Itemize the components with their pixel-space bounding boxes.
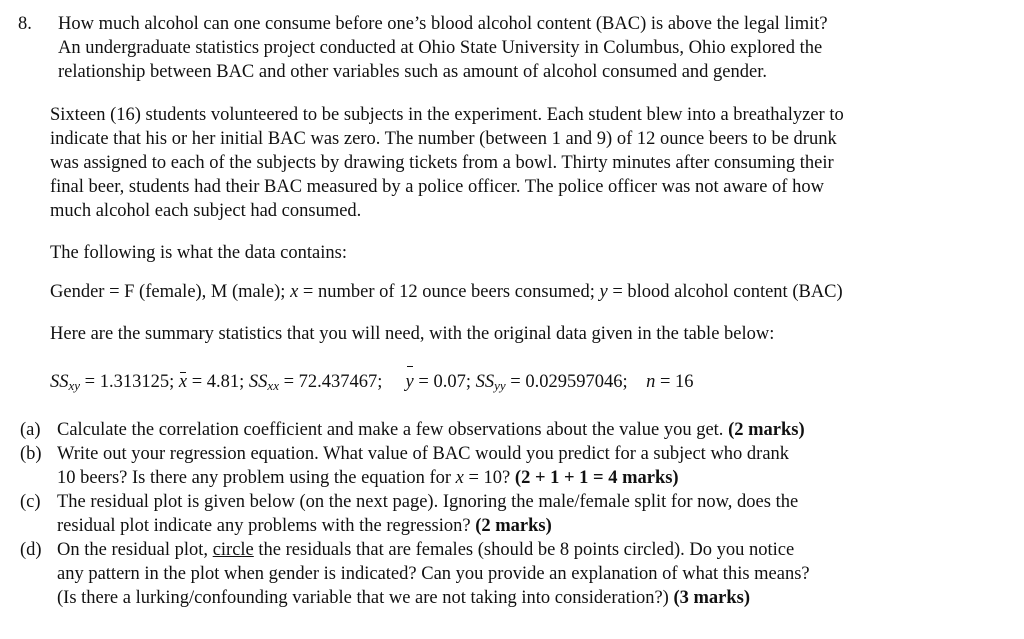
part-a-text [57, 418, 805, 442]
part-d-line-1-pre: On the residual plot, [57, 540, 213, 560]
part-c-line-2 [57, 514, 552, 538]
ssxx-symbol: SS [248, 372, 268, 392]
data-intro: The following is what the data contains: [50, 243, 347, 263]
x-definition: = number of 12 ounce beers consumed; [298, 282, 600, 302]
part-c-label: (c) [20, 492, 41, 512]
part-b-label: (b) [20, 444, 42, 464]
experiment-line-2: indicate that his or her initial BAC was zero. The number (between 1 and 9) of 12 ounce beers to be drunk [50, 129, 837, 149]
part-a-marks: (2 marks) [728, 420, 805, 440]
summary-statistics [50, 370, 694, 395]
ssyy-value: = 0.029597046; [505, 372, 642, 392]
ssyy-subscript: yy [494, 378, 506, 393]
part-d-circle-word: circle [212, 540, 254, 560]
part-c-line-1: The residual plot is given below (on the next page). Ignoring the male/female split for now, does the [57, 492, 799, 512]
intro-line-3: relationship between BAC and other variables such as amount of alcohol consumed and gender. [58, 62, 767, 82]
part-d-line-1-post: the residuals that are females (should be 8 points circled). Do you notice [253, 540, 795, 560]
y-definition: = blood alcohol content (BAC) [607, 282, 843, 302]
ssxx-subscript: xx [267, 378, 279, 393]
experiment-line-5: much alcohol each subject had consumed. [50, 201, 362, 221]
part-b-x-variable: x [455, 468, 464, 488]
part-a-label: (a) [20, 420, 41, 440]
part-c-marks: (2 marks) [475, 516, 552, 536]
ybar-value: = 0.07; [413, 372, 476, 392]
part-a-line-1: Calculate the correlation coefficient and make a few observations about the value you get. [57, 420, 729, 440]
summary-intro: Here are the summary statistics that you will need, with the original data given in the table below: [50, 324, 775, 344]
part-d-marks: (3 marks) [673, 588, 751, 608]
question-number: 8. [18, 14, 32, 34]
n-value: = 16 [655, 372, 694, 392]
ssxy-subscript: xy [68, 378, 81, 393]
n-symbol: n [646, 372, 656, 392]
y-variable: y [599, 282, 608, 302]
ssyy-symbol: SS [475, 372, 495, 392]
intro-line-2: An undergraduate statistics project conducted at Ohio State University in Columbus, Ohio explored the [58, 38, 823, 58]
part-b-line-2-post: = 10? [463, 468, 515, 488]
experiment-line-3: was assigned to each of the subjects by drawing tickets from a bowl. Thirty minutes after consuming their [50, 153, 834, 173]
experiment-line-1: Sixteen (16) students volunteered to be subjects in the experiment. Each student blew into a breathalyzer to [50, 105, 844, 125]
intro-line-1: How much alcohol can one consume before one’s blood alcohol content (BAC) is above the legal limit? [58, 14, 828, 34]
gender-definition: Gender = F (female), M (male); [50, 282, 291, 302]
part-b-line-1: Write out your regression equation. What value of BAC would you predict for a subject who drank [57, 444, 790, 464]
experiment-line-4: final beer, students had their BAC measured by a police officer. The police officer was not aware of how [50, 177, 824, 197]
part-d-line-2: any pattern in the plot when gender is indicated? Can you provide an explanation of what this means? [57, 564, 810, 584]
part-b-line-2 [57, 466, 679, 490]
part-d-line-3 [57, 586, 750, 610]
xbar-symbol: x [178, 372, 188, 392]
part-d-line-3-text: (Is there a lurking/confounding variable that we are not taking into consideration?) [57, 588, 674, 608]
part-b-line-2-pre: 10 beers? Is there any problem using the equation for [57, 468, 456, 488]
ssxx-value: = 72.437467; [278, 372, 401, 392]
part-d-line-1 [57, 538, 794, 562]
part-c-line-2-text: residual plot indicate any problems with the regression? [57, 516, 476, 536]
ssxy-value: = 1.313125; [80, 372, 179, 392]
ybar-symbol: y [405, 372, 414, 392]
part-b-marks: (2 + 1 + 1 = 4 marks) [514, 468, 679, 488]
variables-definition [50, 280, 843, 304]
xbar-value: = 4.81; [187, 372, 249, 392]
ssxy-symbol: SS [50, 372, 69, 392]
x-variable: x [290, 282, 299, 302]
part-d-label: (d) [20, 540, 42, 560]
